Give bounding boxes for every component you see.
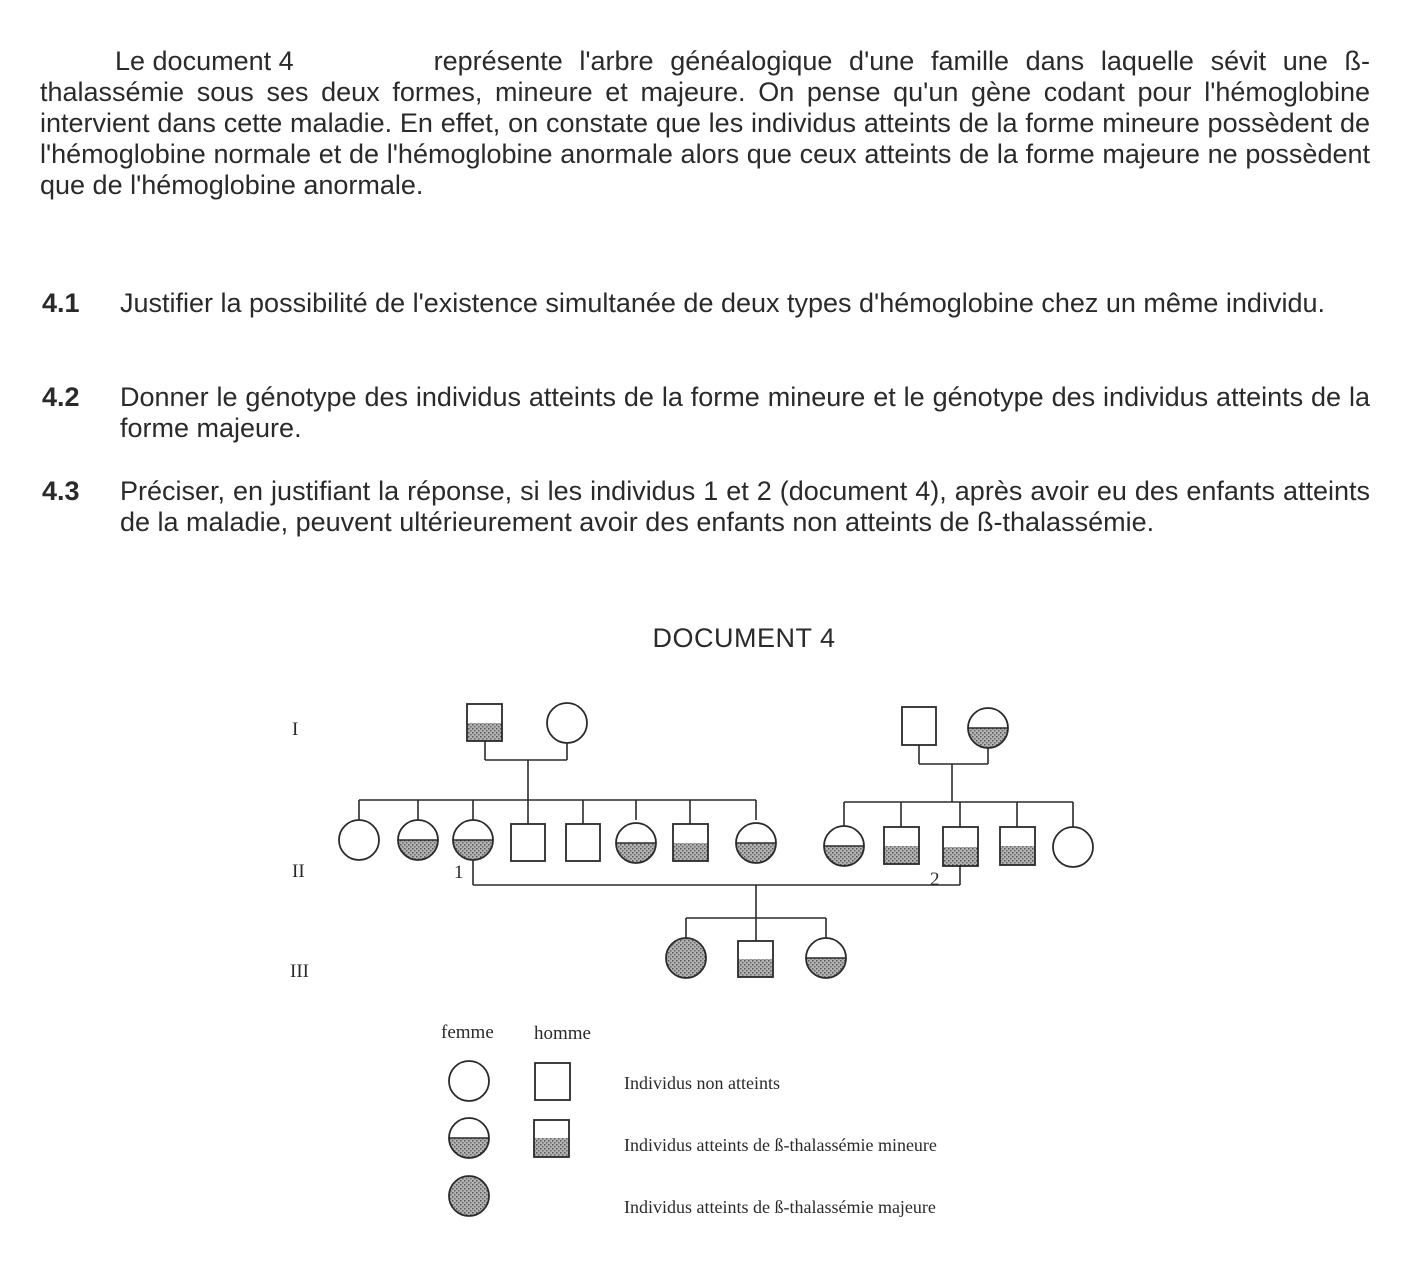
generation-i	[467, 703, 1008, 748]
female-minor-symbol	[616, 823, 656, 863]
individual-2-label: 2	[930, 869, 940, 890]
female-minor-symbol-individual-1	[453, 820, 493, 860]
legend	[441, 1022, 937, 1217]
male-unaffected-symbol	[566, 824, 600, 861]
legend-female-minor-symbol	[449, 1118, 489, 1158]
individual-1-label: 1	[454, 862, 464, 883]
legend-male-minor-symbol	[534, 1120, 569, 1157]
legend-female-header: femme	[441, 1022, 494, 1043]
question-number: 4.1	[42, 288, 80, 318]
male-minor-symbol-individual-2	[943, 827, 978, 866]
female-unaffected-symbol	[1053, 827, 1093, 867]
generation-iii	[666, 938, 846, 978]
question-text: Donner le génotype des individus atteints de la forme mineure et le génotype des individus atteints de la forme majeure.	[120, 382, 1370, 443]
male-minor-symbol	[884, 827, 919, 864]
male-minor-symbol	[738, 941, 773, 977]
female-unaffected-symbol	[339, 820, 379, 860]
document-title: DOCUMENT 4	[652, 623, 836, 653]
legend-male-header: homme	[534, 1023, 591, 1044]
question-text: Justifier la possibilité de l'existence simultanée de deux types d'hémoglobine chez un même individu.	[120, 288, 1325, 318]
male-minor-symbol	[1000, 827, 1035, 865]
female-unaffected-symbol	[547, 703, 587, 743]
legend-female-unaffected-symbol	[449, 1061, 489, 1101]
legend-female-major-symbol	[449, 1176, 489, 1216]
intro-text: représente l'arbre généalogique d'une famille dans laquelle sévit une ß-thalassémie sous ses deux formes, mineure et majeure. On pense qu'un gène codant pour l'hémoglobine intervient dans cette maladie. En effet, on constate que les individus atteints de la forme mineure possèdent de l'hémoglobine normale et de l'hémoglobine anormale alors que ceux atteints de la forme majeure ne possèdent que de l'hémoglobine anormale.	[40, 46, 1370, 200]
question-text: Préciser, en justifiant la réponse, si les individus 1 et 2 (document 4), après avoir eu des enfants atteints de la maladie, peuvent ultérieurement avoir des enfants non atteints de ß-thalassémie.	[120, 476, 1370, 537]
female-minor-symbol	[806, 938, 846, 978]
female-minor-symbol	[398, 820, 438, 860]
legend-male-unaffected-symbol	[535, 1063, 570, 1100]
question-number: 4.2	[42, 382, 80, 412]
female-minor-symbol	[968, 708, 1008, 748]
legend-unaffected-text: Individus non atteints	[624, 1073, 780, 1093]
generation-label-ii: II	[292, 861, 305, 882]
male-unaffected-symbol	[902, 707, 936, 745]
male-minor-symbol	[673, 824, 708, 861]
male-minor-symbol	[467, 704, 502, 741]
legend-major-text: Individus atteints de ß-thalassémie majeure	[624, 1197, 936, 1217]
male-unaffected-symbol	[511, 824, 545, 861]
generation-ii-family-a	[339, 820, 776, 863]
question-number: 4.3	[42, 476, 80, 506]
female-major-symbol	[666, 938, 706, 978]
legend-minor-text: Individus atteints de ß-thalassémie mineure	[624, 1135, 937, 1155]
generation-label-iii: III	[290, 961, 309, 982]
generation-label-i: I	[292, 719, 299, 740]
female-minor-symbol	[736, 823, 776, 863]
female-minor-symbol	[824, 826, 864, 866]
generation-ii-family-b	[824, 826, 1093, 867]
intro-lead: Le document 4	[115, 46, 294, 76]
